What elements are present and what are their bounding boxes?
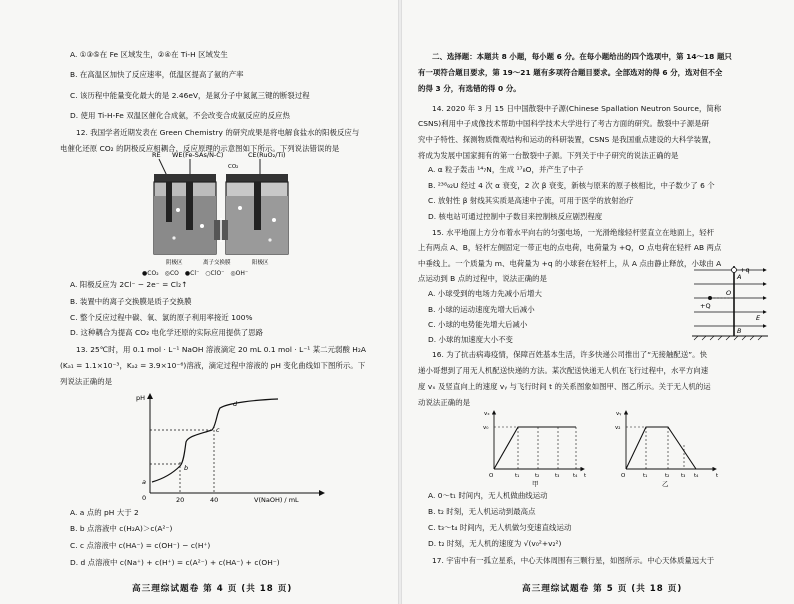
q12-option-d: D. 这种耦合为提高 CO₂ 电化学还原的实际应用提供了思路 bbox=[70, 328, 264, 337]
yi-tick-o: O bbox=[621, 473, 626, 479]
q14-option-a: A. α 粒子轰击 ¹⁴₇N，生成 ¹⁷₈O，并产生了中子 bbox=[428, 165, 584, 174]
jia-y-value: v₀ bbox=[483, 425, 489, 431]
yi-y-axis-label: vᵧ bbox=[616, 411, 622, 417]
legend-oh: OH⁻ bbox=[235, 270, 249, 277]
q15-stem-line3: 中垂线上。一个质量为 m、电荷量为 +q 的小球套在轻杆上，从 A 点由静止释放，小球由 A bbox=[418, 259, 722, 268]
yi-tick-t2: t₂ bbox=[665, 473, 670, 479]
electrolysis-cell-figure bbox=[150, 148, 295, 276]
q13-stem-line3: 列说法正确的是 bbox=[60, 377, 113, 386]
point-a-label: A bbox=[737, 273, 742, 281]
cell-legend bbox=[142, 269, 248, 278]
graph-yi bbox=[615, 411, 719, 487]
point-a: a bbox=[142, 478, 146, 486]
q16-option-d: D. t₂ 时刻，无人机的速度为 √(v₀²+v₂²) bbox=[428, 539, 562, 548]
yi-x-axis-label: t bbox=[716, 473, 719, 479]
legend-clo-symbol: ○ bbox=[205, 270, 211, 277]
cathode-zone-label: 阴极区 bbox=[166, 260, 183, 266]
jia-caption: 甲 bbox=[532, 480, 539, 487]
membrane-label: 离子交换膜 bbox=[203, 260, 231, 266]
q15-option-b: B. 小球的运动速度先增大后减小 bbox=[428, 305, 535, 314]
point-d: d bbox=[233, 400, 238, 408]
q13-option-a: A. a 点的 pH 大于 2 bbox=[70, 508, 139, 517]
legend-co-symbol: ◎ bbox=[164, 270, 170, 277]
q16-stem-line2: 递小哥想到了用无人机配送快递的方法。某次配送快递无人机在飞行过程中，水平方向速 bbox=[418, 366, 709, 375]
section-intro-line1: 二、选择题：本题共 8 小题，每小题 6 分。在每小题给出的四个选项中，第 14～18 题只 bbox=[432, 52, 732, 61]
q12-option-b: B. 装置中的离子交换膜是质子交换膜 bbox=[70, 297, 192, 306]
anode-zone-label: 阳极区 bbox=[252, 260, 269, 266]
q14-option-b: B. ²³⁸₉₂U 经过 4 次 α 衰变，2 次 β 衰变，新核与原来的原子核相比，中子数少了 6 个 bbox=[428, 181, 715, 190]
charge-bigq-label: +Q bbox=[700, 302, 711, 310]
q14-stem-line4: 将成为发展中国家拥有的第一台散裂中子源。下列关于中子研究的说法正确的是 bbox=[418, 151, 679, 160]
q15-option-a: A. 小球受到的电场力先减小后增大 bbox=[428, 289, 542, 298]
q13-option-d: D. d 点溶液中 c(Na⁺) + c(H⁺) = c(A²⁻) + c(HA⁻) + c(OH⁻) bbox=[70, 558, 280, 567]
right-footer: 高三理综试题卷 第 5 页 (共 18 页) bbox=[522, 584, 683, 594]
q12-stem-line1: 12. 我国学者近期发表在 Green Chemistry 的研究成果是将电解食盐水的阳极反应与 bbox=[76, 128, 360, 137]
yi-caption: 乙 bbox=[662, 480, 669, 487]
q13-stem-line1: 13. 25℃时，用 0.1 mol · L⁻¹ NaOH 溶液滴定 20 mL 0.1 mol · L⁻¹ 某二元弱酸 H₂A bbox=[76, 345, 367, 354]
right-page bbox=[400, 0, 794, 604]
q11-option-b: B. 在高温区加快了反应速率，低温区提高了氨的产率 bbox=[70, 70, 244, 79]
x-axis-label: V(NaOH) / mL bbox=[254, 496, 299, 504]
point-b-label: B bbox=[737, 327, 742, 335]
q11-option-d: D. 使用 Ti-H-Fe 双温区催化合成氨，不会改变合成氨反应的反应热 bbox=[70, 111, 290, 120]
field-e-label: E bbox=[756, 314, 761, 322]
q14-option-d: D. 核电站可通过控制中子数目来控制核反应剧烈程度 bbox=[428, 212, 603, 221]
yi-tick-t3: t₃ bbox=[681, 473, 686, 479]
q16-stem-line3: 度 vₓ 及竖直向上的速度 vᵧ 与飞行时间 t 的关系图象如图甲、图乙所示。关于无人机的运 bbox=[418, 382, 711, 391]
q15-stem-line1: 15. 水平地面上方分布着水平向右的匀强电场，一光滑绝缘轻杆竖直立在地面上，轻杆 bbox=[432, 228, 715, 237]
section-intro-line3: 的得 3 分，有选错的得 0 分。 bbox=[418, 84, 521, 93]
velocity-time-figure bbox=[480, 407, 735, 487]
q16-option-b: B. t₂ 时刻，无人机运动到最高点 bbox=[428, 507, 536, 516]
point-o-label: O bbox=[726, 289, 732, 297]
section-intro-line2: 有一项符合题目要求，第 19～21 题有多项符合题目要求。全部选对的得 6 分，选对但不全 bbox=[418, 68, 723, 77]
yi-tick-t4: t₄ bbox=[694, 473, 699, 479]
q16-option-c: C. t₃～t₄ 时间内，无人机做匀变速直线运动 bbox=[428, 523, 572, 532]
q17-stem: 17. 宇宙中有一孤立星系，中心天体周围有三颗行星，如图所示。中心天体质量远大于 bbox=[432, 556, 715, 565]
left-footer: 高三理综试题卷 第 4 页 (共 18 页) bbox=[132, 584, 293, 594]
q11-option-a: A. ①③⑤在 Fe 区域发生，②④在 Ti-H 区域发生 bbox=[70, 50, 228, 59]
co2-outlet-label: CO₂ bbox=[228, 164, 239, 170]
titration-curve-figure bbox=[128, 390, 328, 506]
q13-stem-line2: (Kₐ₁ = 1.1×10⁻³，Kₐ₂ = 3.9×10⁻⁶)溶液，滴定过程中溶液的 pH 变化曲线如下图所示。下 bbox=[60, 361, 366, 370]
jia-tick-t4: t₄ bbox=[573, 473, 578, 479]
q15-option-c: C. 小球的电势能先增大后减小 bbox=[428, 320, 528, 329]
q16-stem-line1: 16. 为了抗击病毒疫情，保障百姓基本生活，许多快递公司推出了“无接触配送”。快 bbox=[432, 350, 708, 359]
electric-field-figure bbox=[690, 262, 770, 344]
q13-option-c: C. c 点溶液中 c(HA⁻) = c(OH⁻) − c(H⁺) bbox=[70, 541, 211, 550]
we-label: WE(Fe-SAs/N-C) bbox=[172, 151, 224, 159]
legend-co2-symbol: ● bbox=[142, 270, 148, 277]
jia-y-axis-label: vₓ bbox=[484, 411, 490, 417]
legend-cl: Cl⁻ bbox=[190, 270, 200, 277]
q15-option-d: D. 小球的加速度大小不变 bbox=[428, 335, 513, 344]
charge-q-label: +q bbox=[740, 266, 750, 274]
q16-stem-line4: 动说法正确的是 bbox=[418, 398, 471, 407]
graph-jia bbox=[483, 411, 587, 487]
legend-co: CO bbox=[169, 270, 179, 277]
jia-tick-o: O bbox=[489, 473, 494, 479]
tick-40: 40 bbox=[210, 496, 219, 504]
jia-tick-t3: t₃ bbox=[555, 473, 560, 479]
q14-option-c: C. 放射性 β 射线其实质是高速中子流，可用于医学的放射治疗 bbox=[428, 196, 634, 205]
jia-tick-t1: t₁ bbox=[515, 473, 520, 479]
jia-x-axis-label: t bbox=[584, 473, 587, 479]
ce-label: CE(RuO₂/Ti) bbox=[248, 151, 286, 159]
q11-option-c: C. 该历程中能量变化最大的是 2.46eV，是氮分子中氮氮三键的断裂过程 bbox=[70, 91, 310, 100]
legend-cl-symbol: ● bbox=[184, 270, 191, 277]
q12-option-c: C. 整个反应过程中碳、氧、氯的原子利用率接近 100% bbox=[70, 313, 253, 322]
yi-y-value: v₂ bbox=[615, 425, 621, 431]
point-b: b bbox=[184, 464, 189, 472]
origin-label: 0 bbox=[142, 494, 147, 502]
q13-option-b: B. b 点溶液中 c(H₂A)＞c(A²⁻) bbox=[70, 524, 173, 533]
jia-tick-t2: t₂ bbox=[535, 473, 540, 479]
q15-stem-line4: 点运动到 B 点的过程中，说法正确的是 bbox=[418, 274, 547, 283]
q14-stem-line3: 究中子特性、探测物质微观结构和运动的科研装置，CSNS 是我国重点建设的大科学装置， bbox=[418, 135, 716, 144]
q12-option-a: A. 阳极反应为 2Cl⁻ − 2e⁻ = Cl₂↑ bbox=[70, 280, 188, 289]
re-label: RE bbox=[152, 151, 161, 159]
legend-co2: CO₂ bbox=[147, 270, 159, 277]
legend-oh-symbol: ◎ bbox=[230, 270, 236, 277]
q14-stem-line2: CSNS)利用中子成像技术帮助中国科学技术大学进行了考古方面的研究。散裂中子源是研 bbox=[418, 119, 710, 128]
legend-clo: ClO⁻ bbox=[210, 270, 225, 277]
tick-20: 20 bbox=[176, 496, 185, 504]
ph-axis-label: pH bbox=[136, 394, 146, 402]
q15-stem-line2: 上有两点 A、B，轻杆左侧固定一带正电的点电荷，电荷量为 +Q，O 点电荷在轻杆 AB 两点 bbox=[418, 243, 722, 252]
point-c: c bbox=[216, 426, 220, 434]
yi-tick-t1: t₁ bbox=[643, 473, 648, 479]
q14-stem-line1: 14. 2020 年 3 月 15 日中国散裂中子源(Chinese Spallation Neutron Source，简称 bbox=[432, 104, 722, 113]
q12-stem-line2: 电催化还原 CO₂ 的阴极反应相耦合，反应原理的示意图如下所示。下列说法错误的是 bbox=[60, 144, 340, 153]
q16-option-a: A. 0～t₁ 时间内，无人机做曲线运动 bbox=[428, 491, 548, 500]
